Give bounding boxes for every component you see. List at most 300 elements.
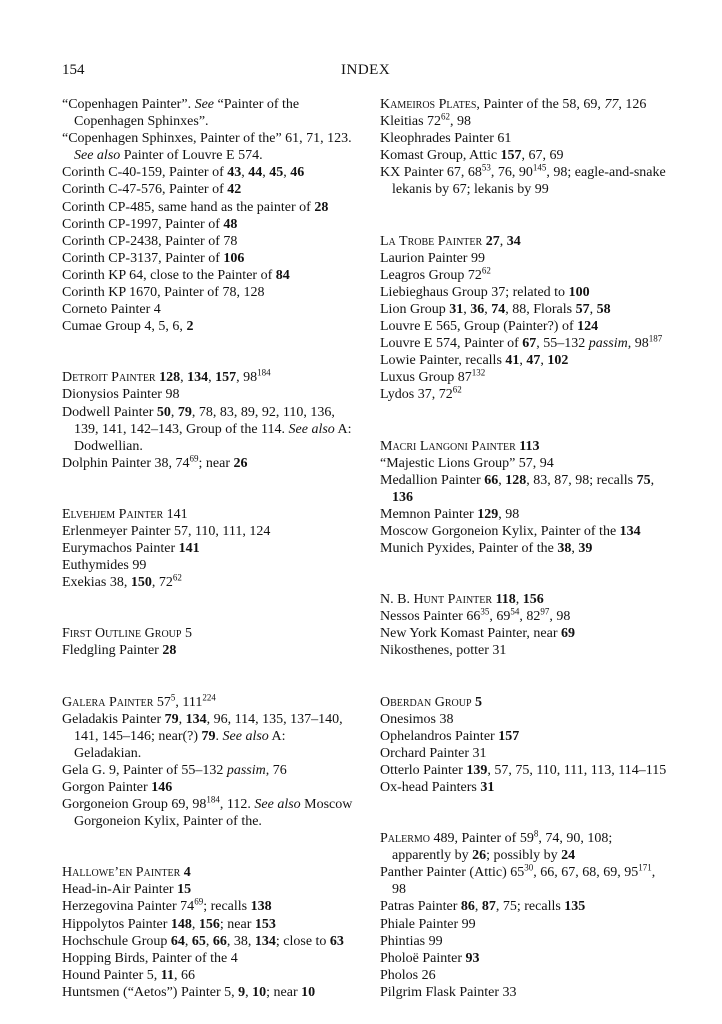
bold-reference: 86: [460, 899, 475, 915]
entry-text: , 67, 69: [521, 148, 564, 164]
entry-text: , 98: [392, 865, 656, 898]
entry-text: , 75; recalls: [495, 899, 565, 915]
entry-text: ,: [484, 301, 492, 317]
footnote-superscript: 69: [189, 453, 199, 464]
bold-reference: 39: [578, 541, 593, 557]
index-entry: [62, 216, 354, 233]
entry-text: , 76: [265, 762, 287, 778]
bold-reference: 11: [160, 967, 174, 983]
bold-reference: 106: [223, 250, 245, 266]
entry-text: Ophelandros Painter: [380, 728, 499, 744]
footnote-superscript: 8: [533, 828, 539, 839]
entry-text: Hochschule Group: [62, 933, 171, 949]
footnote-superscript: 54: [510, 606, 520, 617]
bold-reference: 10: [252, 984, 267, 1000]
entry-text: , 57, 75, 110, 111, 113, 114–115: [487, 762, 667, 778]
entry-text: , 66: [174, 967, 195, 983]
entry-text: Corinth CP-2438, Painter of 78: [62, 233, 238, 249]
index-entry: [380, 933, 672, 950]
entry-text: ,: [498, 472, 506, 488]
entry-text: Painter of Louvre E 574.: [120, 148, 263, 164]
index-entry: [380, 984, 672, 1001]
bold-reference: 50: [156, 404, 171, 420]
footnote-superscript: 184: [206, 794, 220, 805]
bold-reference: 128: [159, 370, 181, 386]
entry-text: ,: [180, 370, 188, 386]
section-heading-term: Macri Langoni Painter: [380, 438, 516, 454]
entry-text: ,: [191, 916, 199, 932]
bold-reference: 58: [596, 301, 611, 317]
bold-reference: 64: [170, 933, 185, 949]
entry-text: “Painter of the Copenhagen Sphinxes”.: [74, 97, 300, 130]
bold-reference: 47: [526, 353, 541, 369]
section-heading-term: Oberdan Group: [380, 694, 472, 710]
entry-text: , 55–132: [536, 336, 589, 352]
entry-text: ,: [540, 353, 548, 369]
bold-reference: 124: [577, 319, 599, 335]
index-entry: [62, 916, 354, 933]
section-gap: [380, 199, 672, 233]
bold-reference: 102: [547, 353, 569, 369]
footnote-superscript: 62: [481, 265, 491, 276]
bold-reference: 69: [561, 626, 576, 642]
bold-reference: 79: [177, 404, 192, 420]
index-entry: [62, 96, 354, 130]
bold-reference: 65: [191, 933, 206, 949]
index-entry: [380, 96, 672, 113]
entry-text: Pholoë Painter: [380, 950, 466, 966]
index-entry: [380, 711, 672, 728]
index-entry: [380, 967, 672, 984]
bold-reference: 42: [227, 182, 242, 198]
entry-text: New York Komast Painter, near: [380, 626, 562, 642]
bold-reference: 15: [177, 882, 192, 898]
entry-text: , 72: [151, 575, 173, 591]
footnote-superscript: 184: [257, 367, 271, 378]
entry-text: 57: [153, 694, 171, 710]
entry-text: Corinth C-40-159, Painter of: [62, 165, 228, 181]
index-entry: [62, 574, 354, 591]
index-entry: [380, 318, 672, 335]
entry-text: ,: [515, 592, 523, 608]
entry-text: ,: [184, 933, 192, 949]
entry-text: ; near: [219, 916, 255, 932]
section-gap: [62, 591, 354, 625]
entry-text: ; recalls: [203, 899, 251, 915]
bold-reference: 2: [186, 319, 194, 335]
bold-reference: 153: [254, 916, 276, 932]
section-heading-term: Detroit Painter: [62, 370, 156, 386]
entry-text: Komast Group, Attic: [380, 148, 501, 164]
entry-text: Liebieghaus Group 37; related to: [380, 284, 569, 300]
index-entry: [62, 796, 354, 830]
entry-text: Medallion Painter: [380, 472, 485, 488]
entry-text: , 96, 114, 135, 137–140, 141, 145–146; near(?): [74, 711, 343, 744]
bold-reference: 134: [619, 523, 641, 539]
index-entry: [380, 864, 672, 898]
entry-text: Leagros Group 72: [380, 267, 482, 283]
entry-text: Fledgling Painter: [62, 643, 163, 659]
index-entry: [380, 506, 672, 523]
entry-text: , 98: [627, 336, 649, 352]
entry-text: , 126: [618, 97, 647, 112]
page-header: [0, 62, 722, 86]
index-entry: [380, 250, 672, 267]
bold-reference: 28: [162, 643, 177, 659]
index-entry: [380, 591, 672, 608]
section-heading-term: Galera Painter: [62, 694, 154, 710]
entry-text: Lowie Painter, recalls: [380, 353, 506, 369]
entry-text: ,: [571, 541, 579, 557]
bold-reference: 157: [498, 728, 520, 744]
entry-text: Huntsmen (“Aetos”) Painter 5,: [62, 984, 239, 1000]
index-entry: [62, 898, 354, 915]
italic-text: See also: [254, 797, 301, 813]
bold-reference: 148: [170, 916, 192, 932]
entry-text: Pilgrim Flask Painter 33: [380, 984, 517, 1000]
entry-text: Panther Painter (Attic) 65: [380, 865, 525, 881]
bold-reference: 79: [164, 711, 179, 727]
running-head: INDEX: [341, 62, 391, 78]
bold-reference: 9: [238, 984, 246, 1000]
entry-text: 5: [181, 626, 192, 642]
index-entry: [380, 523, 672, 540]
entry-text: Gorgoneion Group 69, 98: [62, 797, 207, 813]
bold-reference: 134: [187, 370, 209, 386]
bold-reference: 48: [223, 216, 238, 232]
section-heading-term: La Trobe Painter: [380, 233, 483, 249]
footnote-superscript: 30: [524, 862, 534, 873]
entry-text: Otterlo Painter: [380, 762, 467, 778]
section-heading-term: Palermo: [380, 831, 431, 847]
bold-reference: 41: [505, 353, 520, 369]
entry-text: Nessos Painter 66: [380, 609, 481, 625]
index-entry: [62, 181, 354, 198]
section-gap: [380, 404, 672, 438]
entry-text: ,: [589, 301, 597, 317]
entry-text: ,: [178, 711, 186, 727]
bold-reference: 138: [250, 899, 272, 915]
entry-text: Corneto Painter 4: [62, 302, 161, 318]
entry-text: .: [215, 728, 223, 744]
entry-text: Louvre E 574, Painter of: [380, 336, 523, 352]
bold-reference: 38: [557, 541, 572, 557]
index-entry: [62, 557, 354, 574]
bold-reference: 24: [561, 848, 576, 864]
index-column-left: [62, 96, 354, 1001]
bold-reference: 150: [130, 575, 152, 591]
italic-text: 77: [604, 97, 619, 112]
entry-text: KX Painter 67, 68: [380, 165, 482, 181]
entry-text: A: Geladakian.: [74, 728, 286, 761]
entry-text: Corinth CP-1997, Painter of: [62, 216, 224, 232]
index-entry: [380, 779, 672, 796]
index-entry: [62, 284, 354, 301]
index-column-right: [380, 96, 672, 1001]
footnote-superscript: 62: [441, 111, 451, 122]
section-gap: [62, 660, 354, 694]
index-entry: [380, 267, 672, 284]
bold-reference: 79: [201, 728, 216, 744]
entry-text: Corinth CP-485, same hand as the painter of: [62, 199, 315, 215]
index-entry: [62, 301, 354, 318]
entry-text: Corinth KP 1670, Painter of 78, 128: [62, 285, 265, 301]
entry-text: Nikosthenes, potter 31: [380, 643, 507, 659]
bold-reference: 10: [301, 984, 316, 1000]
index-entry: [62, 404, 354, 455]
index-entry: [62, 540, 354, 557]
bold-reference: 134: [254, 933, 276, 949]
index-entry: [380, 233, 672, 250]
index-entry: [380, 950, 672, 967]
index-entry: [62, 881, 354, 898]
bold-reference: 113: [519, 438, 540, 454]
footnote-superscript: 224: [202, 691, 216, 702]
entry-text: Euthymides 99: [62, 558, 147, 574]
section-gap: [62, 335, 354, 369]
entry-text: ,: [283, 165, 291, 181]
section-gap: [380, 557, 672, 591]
entry-text: Kleitias 72: [380, 114, 442, 130]
section-heading-term: Elvehjem Painter: [62, 506, 164, 522]
footnote-superscript: 62: [452, 384, 462, 395]
section-heading-term: N. B. Hunt Painter: [380, 592, 493, 608]
index-entry: [62, 369, 354, 386]
index-entry: [380, 728, 672, 745]
entry-text: Pholos 26: [380, 967, 436, 983]
entry-text: Gorgon Painter: [62, 780, 152, 795]
footnote-superscript: 187: [648, 333, 663, 344]
italic-text: See: [194, 97, 214, 112]
entry-text: Dolphin Painter 38, 74: [62, 455, 190, 471]
footnote-superscript: 53: [481, 162, 491, 173]
entry-text: Herzegovina Painter 74: [62, 899, 195, 915]
entry-text: ,: [170, 404, 178, 420]
bold-reference: 26: [472, 848, 487, 864]
footnote-superscript: 97: [540, 606, 550, 617]
entry-text: , 82: [519, 609, 541, 625]
bold-reference: 28: [314, 199, 329, 215]
footnote-superscript: 145: [532, 162, 547, 173]
bold-reference: 75: [636, 472, 651, 488]
footnote-superscript: 5: [170, 691, 176, 702]
entry-text: A: Dodwellian.: [74, 421, 352, 454]
entry-text: , 88, Florals: [505, 301, 576, 317]
index-entry: [380, 608, 672, 625]
entry-text: , 98: [450, 114, 472, 130]
page-number: 154: [62, 62, 85, 78]
entry-text: Corinth KP 64, close to the Painter of: [62, 267, 276, 283]
index-entry: [380, 916, 672, 933]
index-entry: [62, 933, 354, 950]
bold-reference: 134: [185, 711, 207, 727]
index-entry: [62, 967, 354, 984]
index-entry: [62, 267, 354, 284]
index-entry: [62, 950, 354, 967]
bold-reference: 45: [269, 165, 284, 181]
bold-reference: 128: [505, 472, 527, 488]
bold-reference: 87: [481, 899, 496, 915]
entry-text: ,: [650, 472, 655, 488]
bold-reference: 5: [475, 694, 483, 710]
italic-text: passim: [588, 336, 628, 352]
bold-reference: 43: [227, 165, 242, 181]
italic-text: passim: [226, 762, 266, 778]
entry-text: ,: [245, 984, 253, 1000]
bold-reference: 118: [495, 592, 516, 608]
entry-text: Corinth CP-3137, Painter of: [62, 250, 224, 266]
index-entry: [380, 164, 672, 198]
index-entry: [380, 830, 672, 864]
footnote-superscript: 132: [471, 367, 486, 378]
entry-text: Lion Group: [380, 301, 450, 317]
entry-text: Orchard Painter 31: [380, 745, 487, 761]
bold-reference: 66: [212, 933, 227, 949]
bold-reference: 67: [522, 336, 537, 352]
entry-text: ,: [262, 165, 270, 181]
index-entry: [380, 352, 672, 369]
entry-text: ; possibly by: [486, 848, 562, 864]
index-entry: [380, 625, 672, 642]
italic-text: See also: [222, 728, 269, 744]
entry-text: Luxus Group 87: [380, 370, 472, 386]
entry-text: Hopping Birds, Painter of the 4: [62, 950, 238, 966]
entry-text: , 74, 90, 108; apparently by: [392, 831, 613, 864]
index-entry: [62, 864, 354, 881]
index-entry: [62, 455, 354, 472]
index-entry: [62, 130, 354, 164]
index-entry: [62, 984, 354, 1001]
index-entry: [380, 540, 672, 557]
entry-text: Dionysios Painter 98: [62, 387, 180, 403]
bold-reference: 141: [178, 541, 200, 557]
index-entry: [380, 386, 672, 403]
entry-text: Exekias 38,: [62, 575, 131, 591]
bold-reference: 46: [290, 165, 305, 181]
bold-reference: 36: [470, 301, 485, 317]
entry-text: , 38,: [226, 933, 255, 949]
bold-reference: 84: [275, 267, 290, 283]
entry-text: 141: [163, 506, 188, 522]
entry-text: , Painter of the 58, 69,: [476, 97, 605, 112]
index-entry: [62, 506, 354, 523]
entry-text: Corinth C-47-576, Painter of: [62, 182, 228, 198]
index-entry: [62, 250, 354, 267]
entry-text: ,: [474, 899, 482, 915]
entry-text: , 98; eagle-and-snake lekanis by 67; lekanis by 99: [392, 165, 666, 198]
footnote-superscript: 62: [172, 572, 182, 583]
entry-text: “Copenhagen Painter”.: [62, 97, 195, 112]
entry-text: Moscow Gorgoneion Kylix, Painter of the.: [74, 797, 353, 830]
entry-text: Phintias 99: [380, 933, 443, 949]
section-heading-term: First Outline Group: [62, 626, 182, 642]
entry-text: , 112.: [219, 797, 255, 813]
entry-text: Phiale Painter 99: [380, 916, 476, 932]
entry-text: ; near: [266, 984, 302, 1000]
index-entry: [380, 284, 672, 301]
index-entry: [380, 694, 672, 711]
entry-text: , 98: [498, 506, 520, 522]
footnote-superscript: 35: [480, 606, 490, 617]
index-entry: [62, 318, 354, 335]
index-entry: [380, 455, 672, 472]
entry-text: Lydos 37, 72: [380, 387, 453, 403]
entry-text: Patras Painter: [380, 899, 461, 915]
footnote-superscript: 69: [194, 896, 204, 907]
bold-reference: 34: [506, 233, 521, 249]
entry-text: Eurymachos Painter: [62, 541, 179, 557]
entry-text: Head-in-Air Painter: [62, 882, 178, 898]
index-entry: [62, 711, 354, 762]
entry-text: ,: [205, 933, 213, 949]
bold-reference: 27: [485, 233, 500, 249]
bold-reference: 4: [183, 865, 191, 881]
section-heading-term: Kameiros Plates: [380, 97, 477, 112]
entry-text: ,: [241, 165, 249, 181]
entry-text: Onesimos 38: [380, 711, 454, 727]
entry-text: Hound Painter 5,: [62, 967, 161, 983]
index-entry: [62, 164, 354, 181]
index-entry: [380, 642, 672, 659]
entry-text: 489, Painter of 59: [430, 831, 534, 847]
entry-text: Kleophrades Painter 61: [380, 131, 512, 147]
bold-reference: 63: [329, 933, 344, 949]
bold-reference: 44: [248, 165, 263, 181]
entry-text: Laurion Painter 99: [380, 250, 485, 266]
bold-reference: 129: [477, 506, 499, 522]
footnote-superscript: 171: [638, 862, 652, 873]
section-gap: [62, 472, 354, 506]
index-entry: [380, 762, 672, 779]
index-entry: [380, 335, 672, 352]
entry-text: ; close to: [275, 933, 330, 949]
index-entry: [62, 386, 354, 403]
bold-reference: 100: [568, 284, 590, 300]
bold-reference: 74: [491, 301, 506, 317]
bold-reference: 139: [466, 762, 488, 778]
index-entry: [380, 745, 672, 762]
entry-text: Ox-head Painters: [380, 780, 481, 795]
entry-text: Munich Pyxides, Painter of the: [380, 541, 558, 557]
entry-text: ,: [499, 233, 507, 249]
entry-text: Erlenmeyer Painter 57, 110, 111, 124: [62, 523, 271, 539]
index-entry: [380, 898, 672, 915]
bold-reference: 31: [449, 301, 464, 317]
bold-reference: 157: [500, 148, 522, 164]
index-entry: [62, 199, 354, 216]
bold-reference: 57: [575, 301, 590, 317]
index-entry: [380, 438, 672, 455]
index-entry: [380, 369, 672, 386]
entry-text: Gela G. 9, Painter of 55–132: [62, 762, 227, 778]
entry-text: ; near: [198, 455, 234, 471]
italic-text: See also: [288, 421, 335, 437]
entry-text: , 98: [549, 609, 571, 625]
index-entry: [62, 625, 354, 642]
index-entry: [380, 147, 672, 164]
bold-reference: 66: [484, 472, 499, 488]
entry-text: ,: [519, 353, 527, 369]
section-gap: [62, 830, 354, 864]
entry-text: , 111: [175, 694, 203, 710]
entry-text: “Majestic Lions Group” 57, 94: [380, 455, 554, 471]
entry-text: Dodwell Painter: [62, 404, 157, 420]
bold-reference: 157: [215, 370, 237, 386]
entry-text: “Copenhagen Sphinxes, Painter of the” 61, 71, 123.: [62, 131, 352, 147]
entry-text: Hippolytos Painter: [62, 916, 171, 932]
entry-text: ,: [208, 370, 216, 386]
bold-reference: 156: [198, 916, 220, 932]
